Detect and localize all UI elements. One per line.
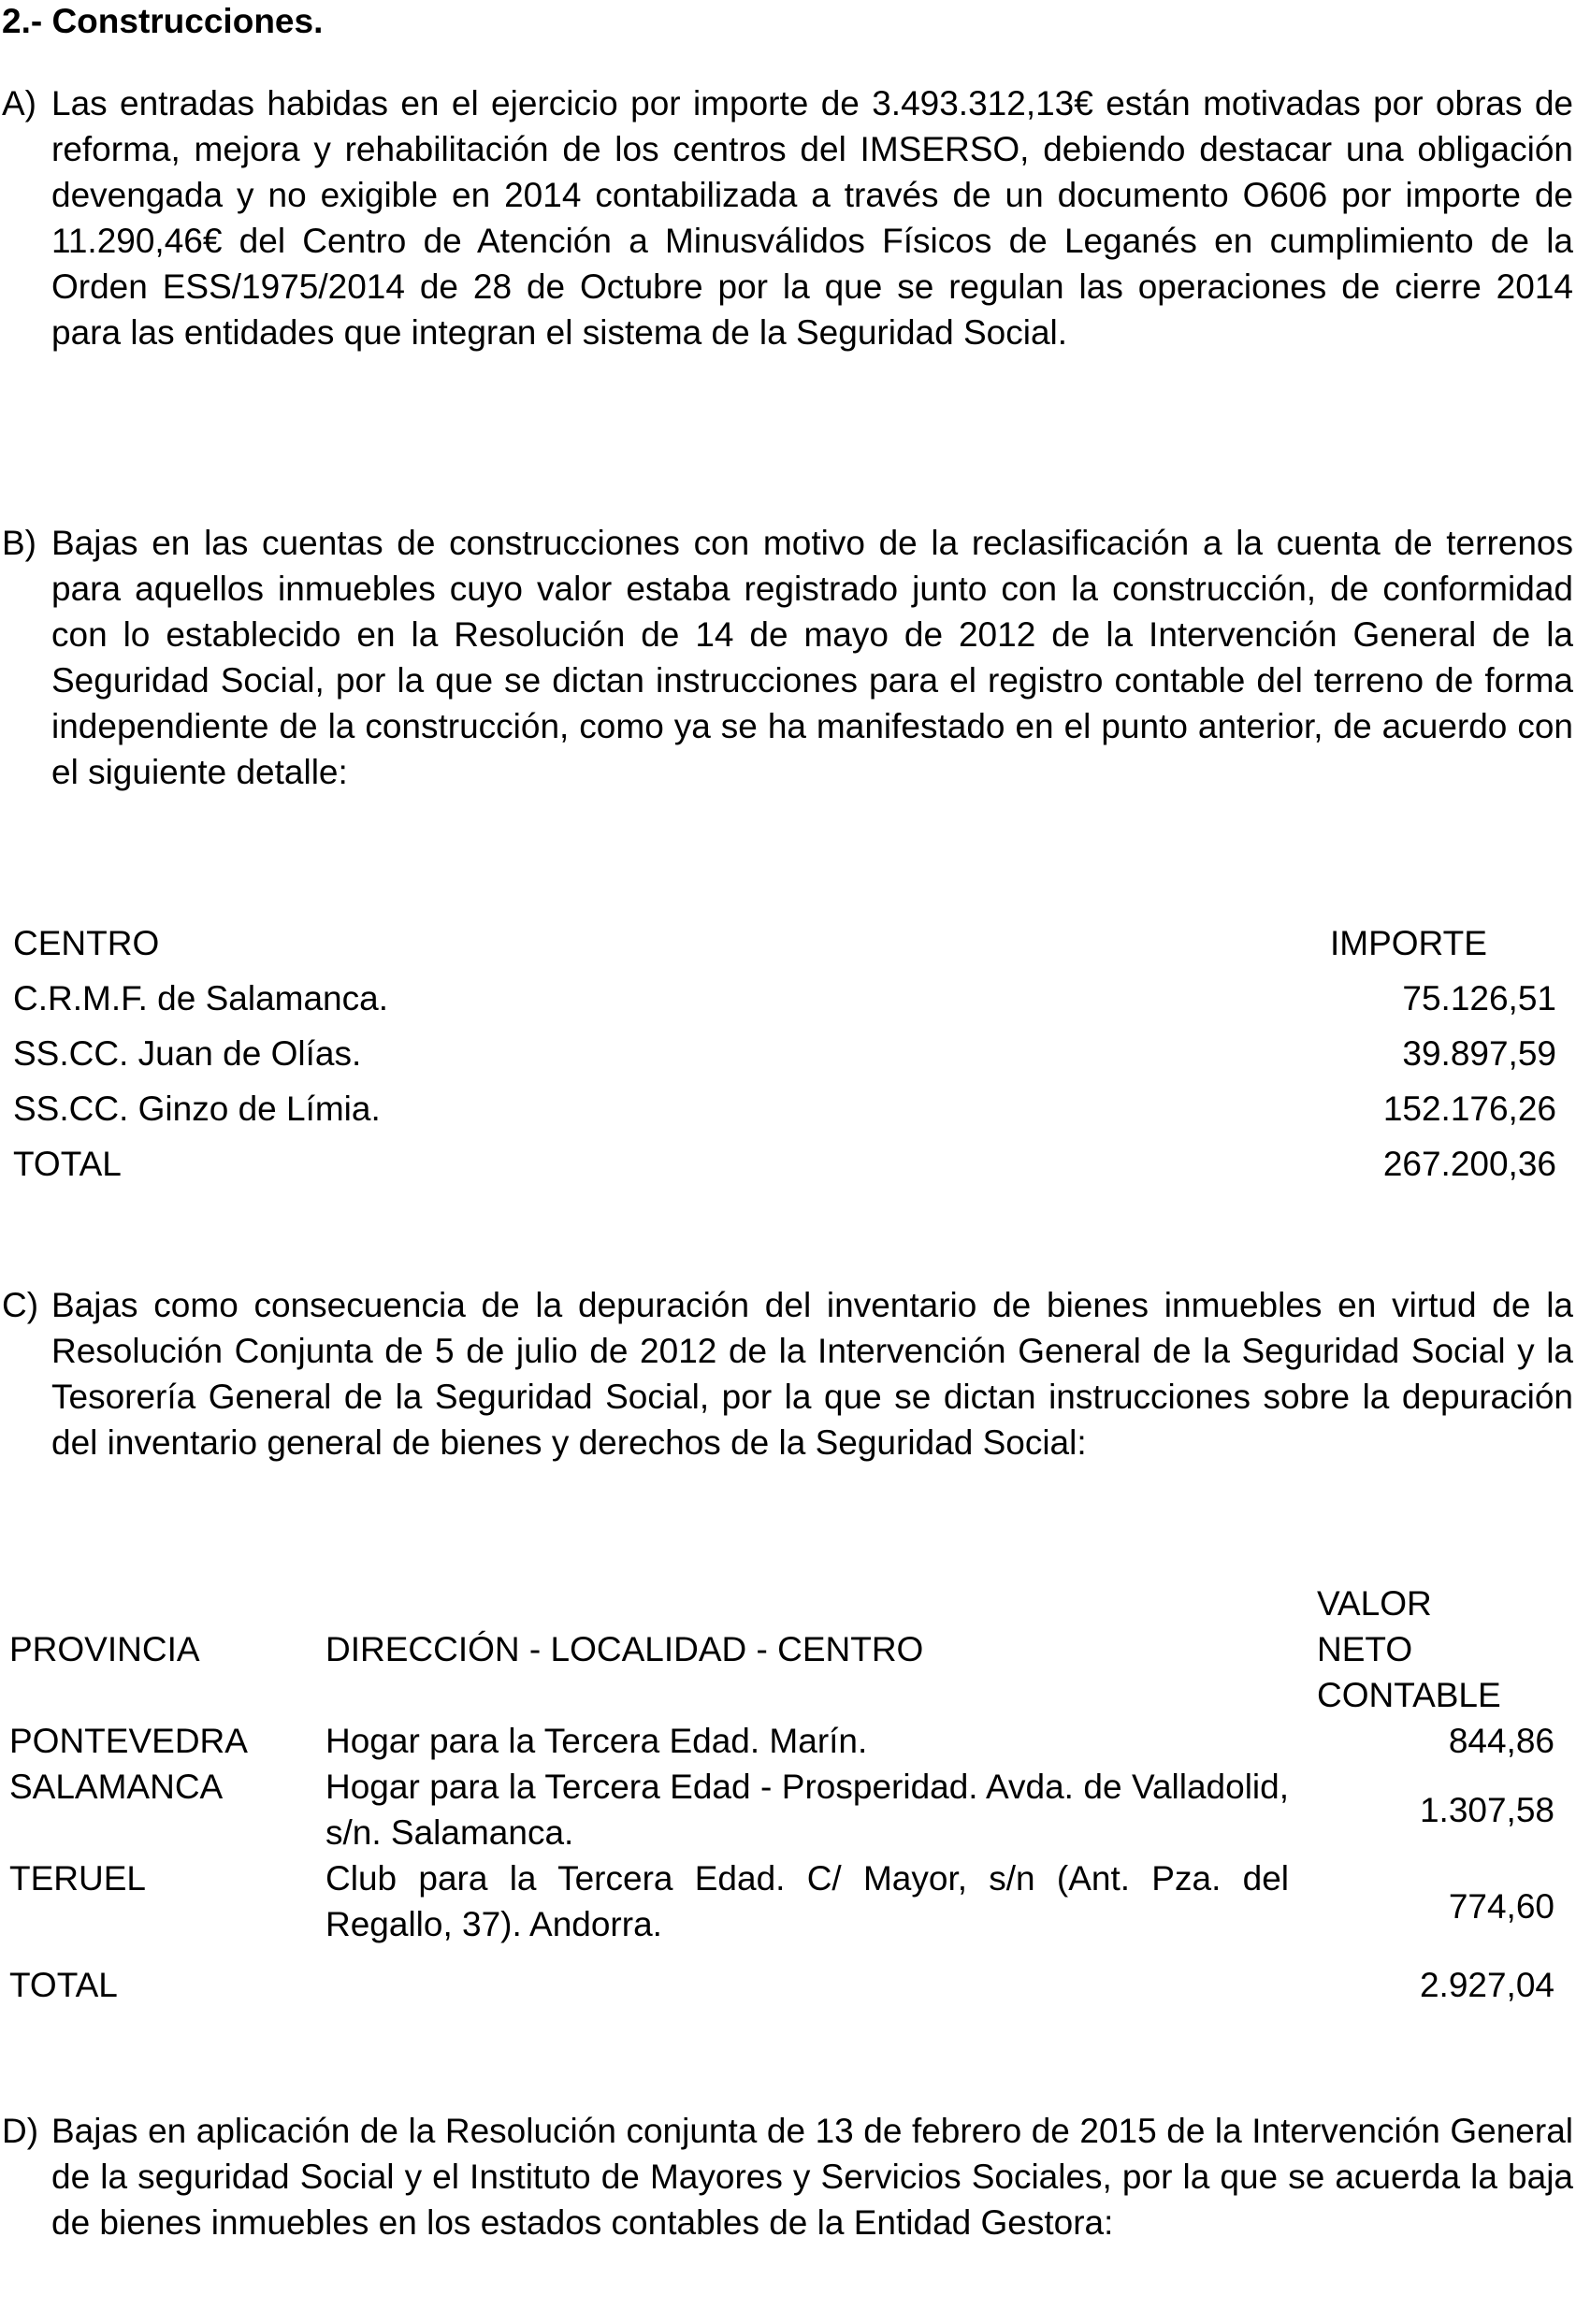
column-header-importe: IMPORTE bbox=[1330, 924, 1487, 962]
section-a-marker: A) bbox=[2, 84, 36, 123]
section-b-marker: B) bbox=[2, 524, 36, 562]
table-header-row bbox=[9, 1581, 1554, 1718]
table-centro-importe bbox=[13, 920, 1556, 1196]
section-a-text: Las entradas habidas en el ejercicio por importe de 3.493.312,13€ están motivadas por obras de reforma, mejora y rehabilitación de los centros del IMSERSO, debiendo destacar una obligación devengada y no exigible en 2014 contabilizada a través de un documento O606 por importe de 11.290,46€ del Centro de Atención a Minusválidos Físicos de Leganés en cumplimiento de la Orden ESS/1975/2014 de 28 de Octubre por la que se regulan las operaciones de cierre 2014 para las entidades que integran el sistema de la Seguridad Social. bbox=[51, 84, 1573, 352]
table-inventario bbox=[9, 1581, 1554, 2013]
section-b bbox=[0, 520, 1573, 795]
table-cell-provincia: PONTEVEDRA bbox=[9, 1722, 248, 1760]
table-row bbox=[13, 1086, 1556, 1141]
table-header-row bbox=[13, 920, 1556, 975]
table-cell-total-label: TOTAL bbox=[9, 1965, 118, 2004]
table-cell-valor: 1.307,58 bbox=[1419, 1790, 1554, 1829]
section-heading: 2.- Construcciones. bbox=[2, 2, 324, 40]
table-cell-direccion: Club para la Tercera Edad. C/ Mayor, s/n (Ant. Pza. del Regallo, 37). Andorra. bbox=[325, 1859, 1289, 1943]
table-cell-total-label: TOTAL bbox=[13, 1145, 122, 1183]
table-cell-valor: 774,60 bbox=[1448, 1886, 1554, 1926]
table-cell-centro: SS.CC. Juan de Olías. bbox=[13, 1034, 362, 1073]
section-b-text: Bajas en las cuentas de construcciones con motivo de la reclasificación a la cuenta de terrenos para aquellos inmuebles cuyo valor estaba registrado junto con la construcción, de conformidad con lo establecido en la Resolución de 14 de mayo de 2012 de la Intervención General de la Seguridad Social, por la que se dictan instrucciones para el registro contable del terreno de forma independiente de la construcción, como ya se ha manifestado en el punto anterior, de acuerdo con el siguiente detalle: bbox=[51, 524, 1573, 791]
table-cell-provincia: SALAMANCA bbox=[9, 1768, 224, 1806]
table-row bbox=[9, 1855, 1554, 1956]
table-cell-direccion: Hogar para la Tercera Edad - Prosperidad. Avda. de Valladolid, s/n. Salamanca. bbox=[325, 1768, 1289, 1852]
section-d-text: Bajas en aplicación de la Resolución conjunta de 13 de febrero de 2015 de la Intervención General de la seguridad Social y el Instituto de Mayores y Servicios Sociales, por la que se acuerda la baja de bienes inmuebles en los estados contables de la Entidad Gestora: bbox=[51, 2112, 1573, 2242]
table-cell-total-empty bbox=[325, 1956, 1317, 2013]
section-c-marker: C) bbox=[2, 1286, 39, 1324]
table-total-row bbox=[9, 1956, 1554, 2013]
section-a bbox=[0, 80, 1573, 355]
section-c-text: Bajas como consecuencia de la depuración del inventario de bienes inmuebles en virtud de la Resolución Conjunta de 5 de julio de 2012 de la Intervención General de la Seguridad Social y la Tesorería General de la Seguridad Social, por la que se dictan instrucciones sobre la depuración del inventario general de bienes y derechos de la Seguridad Social: bbox=[51, 1286, 1573, 1462]
table-cell-direccion: Hogar para la Tercera Edad. Marín. bbox=[325, 1722, 868, 1760]
table-cell-valor: 844,86 bbox=[1448, 1722, 1554, 1760]
table-cell-provincia: TERUEL bbox=[9, 1859, 146, 1898]
table-cell-total-value: 2.927,04 bbox=[1419, 1965, 1554, 2004]
table-cell-centro: SS.CC. Ginzo de Límia. bbox=[13, 1090, 381, 1128]
section-d-marker: D) bbox=[2, 2112, 39, 2150]
column-header-centro: CENTRO bbox=[13, 924, 160, 962]
table-cell-centro: C.R.M.F. de Salamanca. bbox=[13, 979, 388, 1018]
table-cell-importe: 39.897,59 bbox=[1402, 1034, 1556, 1073]
table-row bbox=[9, 1718, 1554, 1764]
section-d bbox=[0, 2108, 1573, 2245]
table-cell-importe: 75.126,51 bbox=[1402, 979, 1556, 1018]
table-total-row bbox=[13, 1141, 1556, 1196]
section-c bbox=[0, 1282, 1573, 1465]
table-row bbox=[13, 1031, 1556, 1086]
column-header-direccion: DIRECCIÓN - LOCALIDAD - CENTRO bbox=[325, 1630, 924, 1668]
table-row bbox=[13, 975, 1556, 1031]
table-cell-total-value: 267.200,36 bbox=[1382, 1145, 1556, 1183]
column-header-valor-neto-contable: VALOR NETO CONTABLE bbox=[1317, 1584, 1501, 1714]
table-cell-importe: 152.176,26 bbox=[1382, 1090, 1556, 1128]
column-header-provincia: PROVINCIA bbox=[9, 1630, 200, 1668]
table-row bbox=[9, 1764, 1554, 1855]
